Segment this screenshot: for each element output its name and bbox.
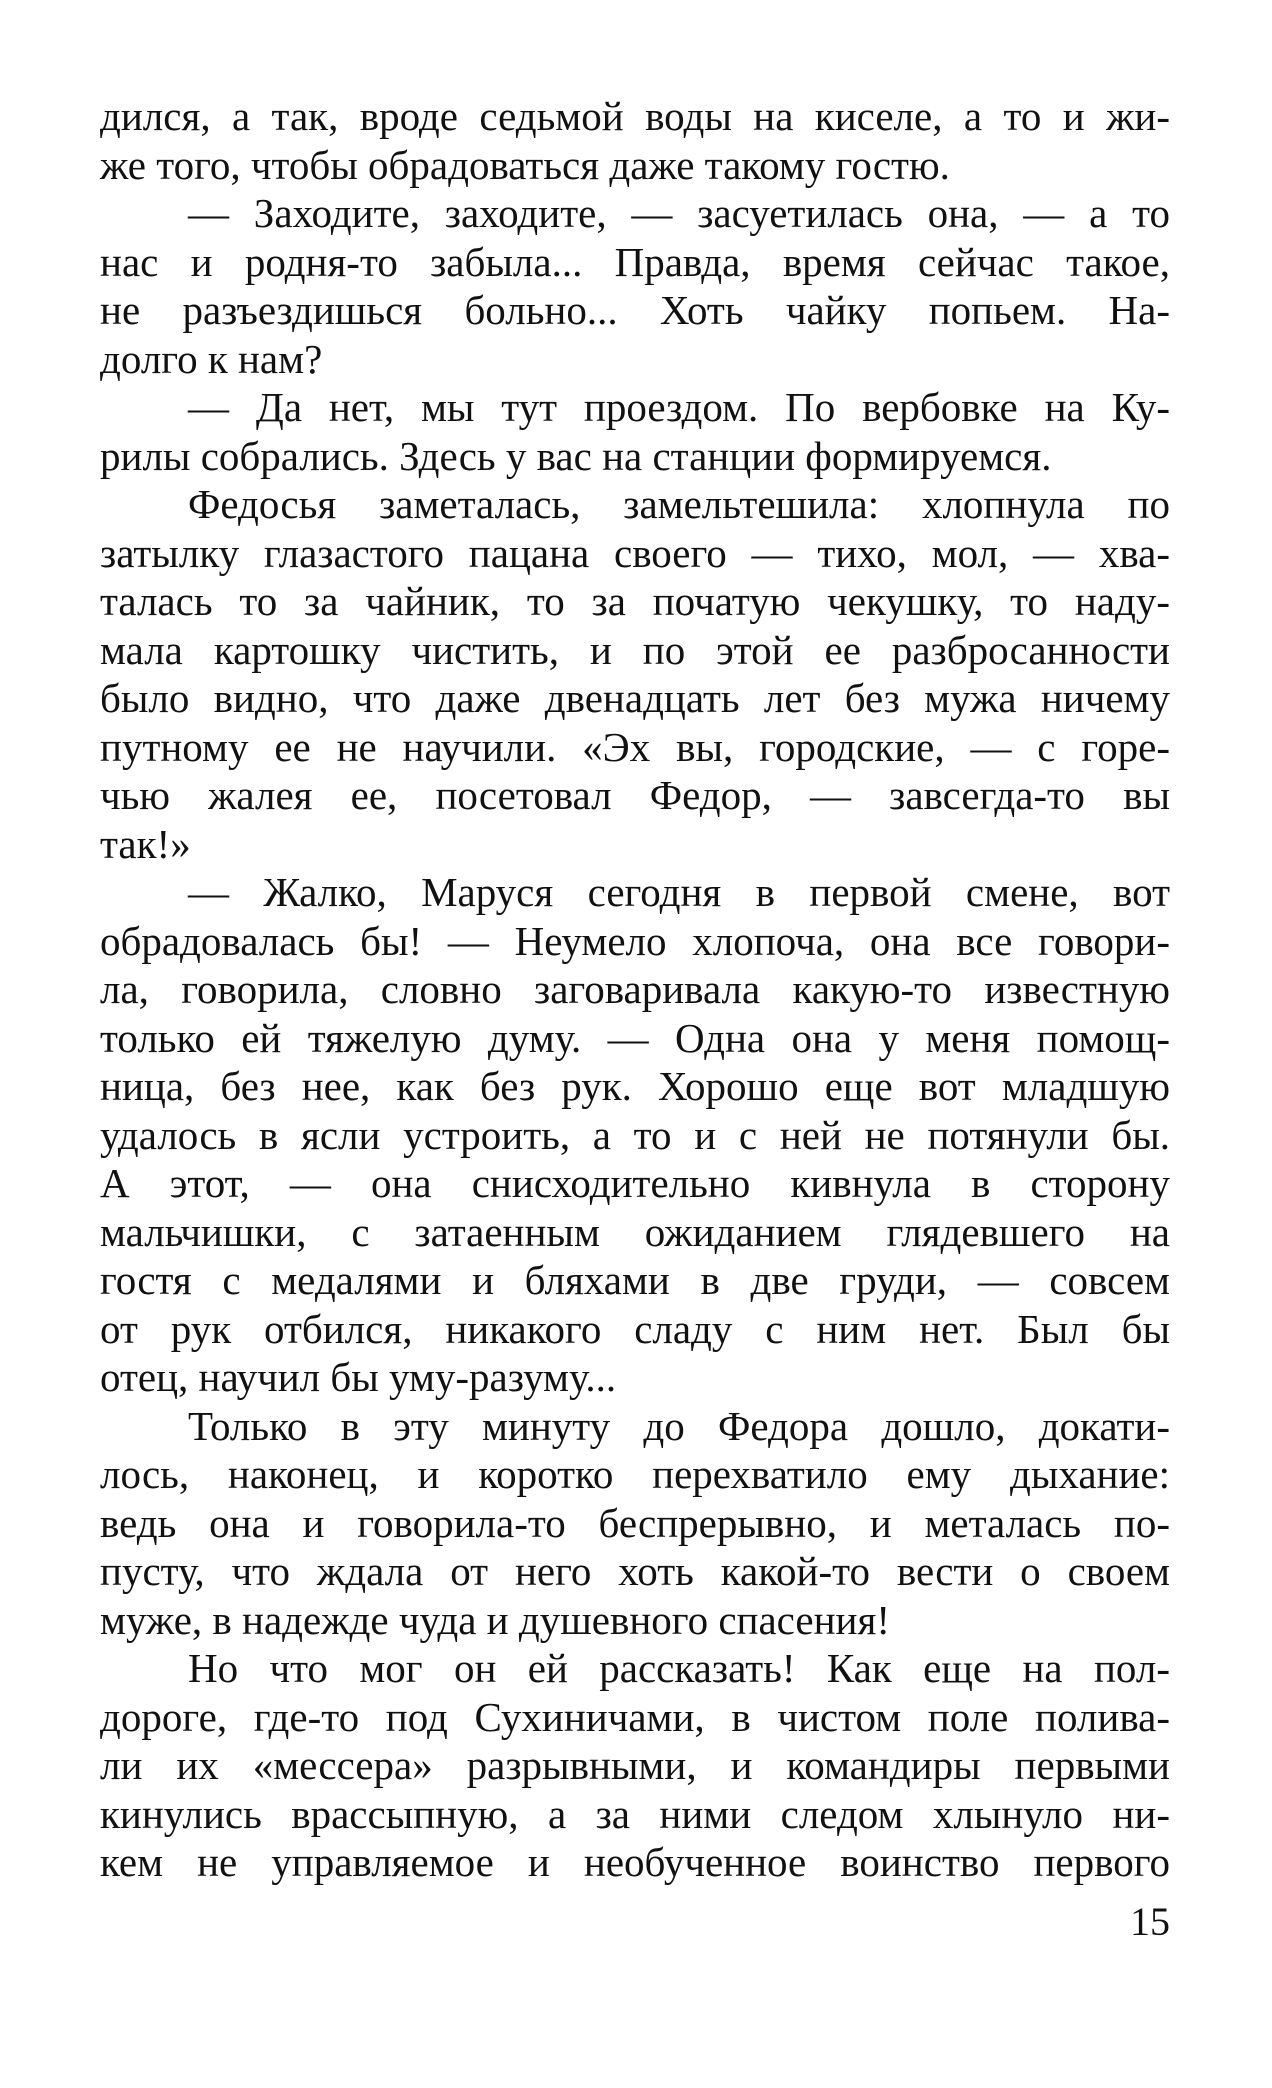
text-line: — Заходите, заходите, — засуетилась она, — а то xyxy=(188,190,1170,236)
text-line: от рук отбился, никакого сладу с ним нет. Был бы xyxy=(100,1305,1170,1352)
text-line: Федосья заметалась, замельтешила: хлопнула по xyxy=(188,481,1170,527)
text-line: путному ее не научили. «Эх вы, городские, — с горе- xyxy=(100,723,1170,770)
text-line: обрадовалась бы! — Неумело хлопоча, она все говори- xyxy=(100,917,1170,964)
text-line: мальчишки, с затаенным ожиданием глядевшего на xyxy=(100,1208,1170,1255)
text-line: не разъездишься больно... Хоть чайку попьем. На- xyxy=(100,287,1170,333)
page-number: 15 xyxy=(1130,1899,1170,1944)
text-line: ли их «мессера» разрывными, и командиры первыми xyxy=(100,1742,1170,1788)
text-line: рилы собрались. Здесь у вас на станции формируемся. xyxy=(100,432,1052,479)
text-line: только ей тяжелую думу. — Одна она у меня помощ- xyxy=(100,1014,1170,1061)
text-line: муже, в надежде чуда и душевного спасения! xyxy=(100,1596,890,1643)
text-line: нас и родня-то забыла... Правда, время сейчас такое, xyxy=(100,238,1170,285)
text-line: отец, научил бы уму-разуму... xyxy=(100,1354,617,1400)
page-text xyxy=(100,92,1170,1887)
text-line: мала картошку чистить, и по этой ее разбросанности xyxy=(100,626,1170,673)
text-line: долго к нам? xyxy=(100,335,323,382)
text-line: дороге, где-то под Сухиничами, в чистом поле полива- xyxy=(100,1693,1170,1740)
text-line: лось, наконец, и коротко перехватило ему дыхание: xyxy=(100,1451,1170,1497)
text-line: Но что мог он ей рассказать! Как еще на пол- xyxy=(188,1645,1170,1691)
text-line: дился, а так, вроде седьмой воды на киселе, а то и жи- xyxy=(100,93,1170,139)
text-line: Только в эту минуту до Федора дошло, докати- xyxy=(188,1402,1170,1449)
text-line: гостя с медалями и бляхами в две груди, — совсем xyxy=(100,1257,1170,1303)
text-line: ведь она и говорила-то беспрерывно, и металась по- xyxy=(100,1499,1170,1546)
text-line: пусту, что ждала от него хоть какой-то вести о своем xyxy=(100,1548,1170,1594)
text-line: — Да нет, мы тут проездом. По вербовке на Ку- xyxy=(188,384,1170,430)
text-line: было видно, что даже двенадцать лет без мужа ничему xyxy=(100,675,1170,721)
text-line: затылку глазастого пацана своего — тихо, мол, — хва- xyxy=(100,529,1170,576)
text-line: кинулись врассыпную, а за ними следом хлынуло ни- xyxy=(100,1790,1170,1837)
text-line: — Жалко, Маруся сегодня в первой смене, вот xyxy=(188,869,1170,915)
text-line: ница, без нее, как без рук. Хорошо еще вот младшую xyxy=(100,1063,1170,1109)
text-line: же того, чтобы обрадоваться даже такому гостю. xyxy=(100,141,950,188)
text-line: удалось в ясли устроить, а то и с ней не потянули бы. xyxy=(100,1111,1170,1158)
text-line: А этот, — она снисходительно кивнула в сторону xyxy=(100,1160,1170,1206)
text-line: кем не управляемое и необученное воинство первого xyxy=(100,1839,1170,1885)
text-line: чью жалея ее, посетовал Федор, — завсегда-то вы xyxy=(100,772,1170,818)
text-line: так!» xyxy=(100,820,191,867)
text-line: ла, говорила, словно заговаривала какую-то известную xyxy=(100,966,1170,1012)
text-line: талась то за чайник, то за початую чекушку, то наду- xyxy=(100,578,1170,624)
